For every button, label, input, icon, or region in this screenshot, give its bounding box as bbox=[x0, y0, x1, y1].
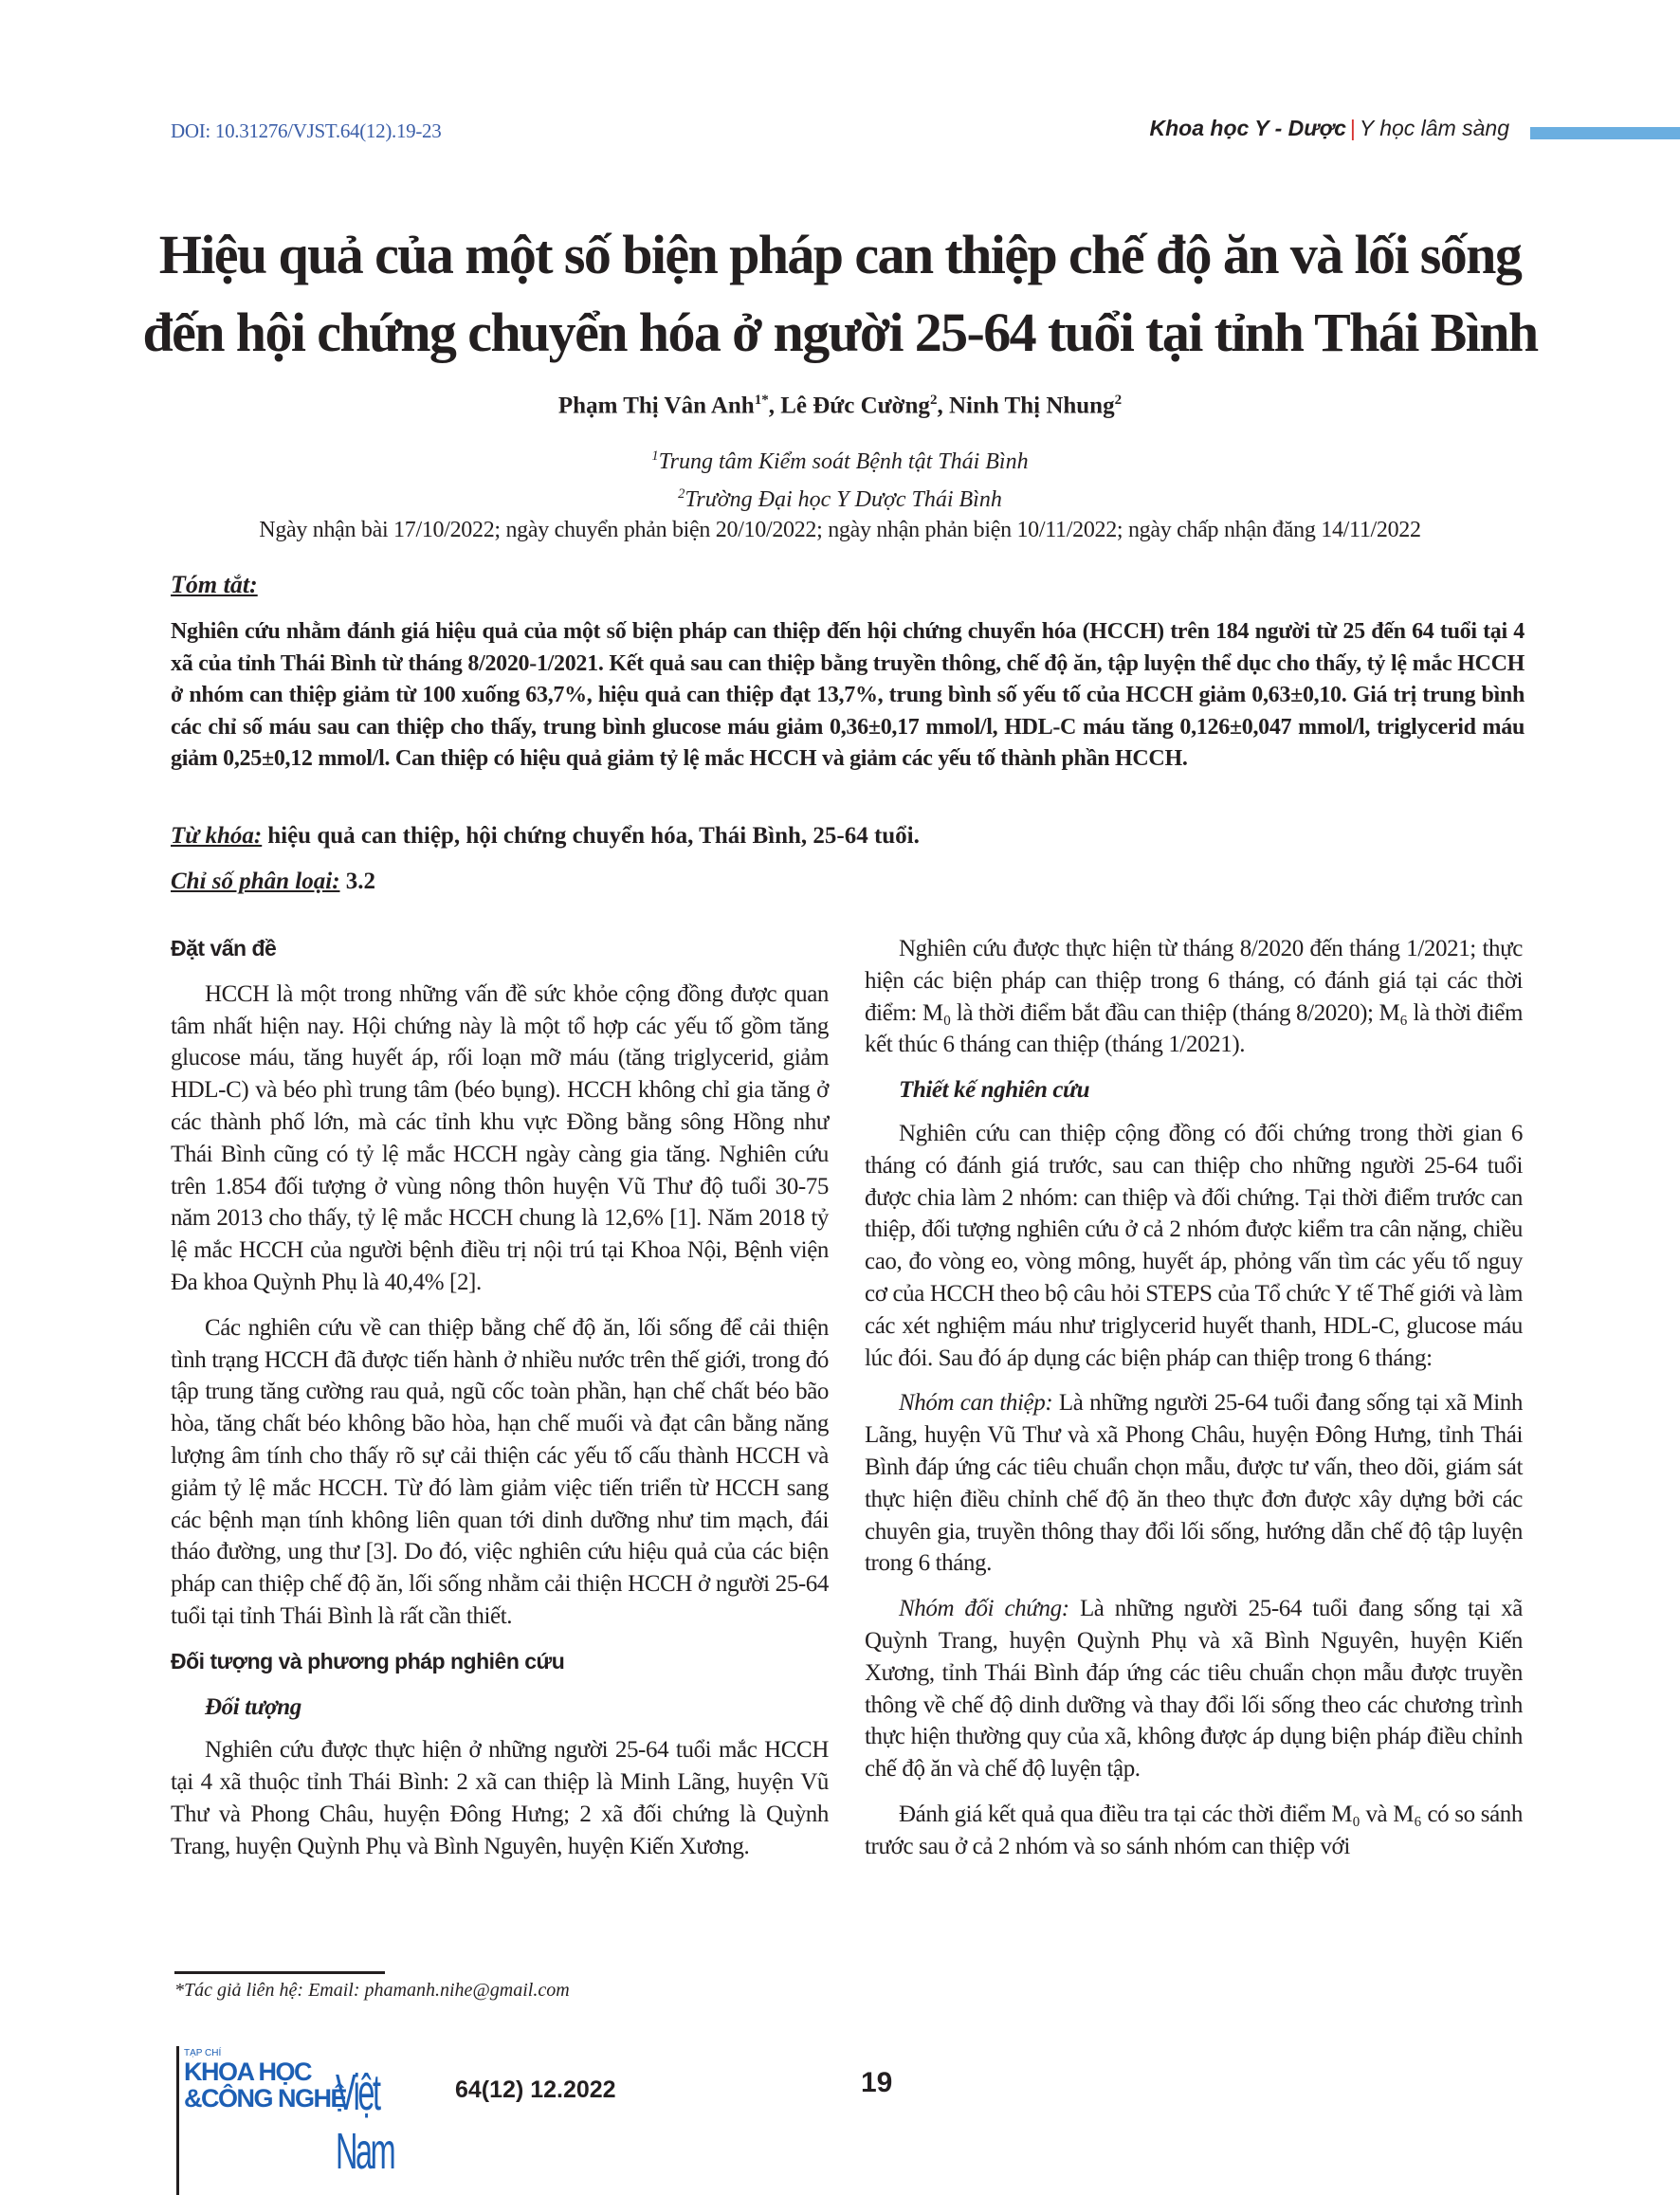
section-header bbox=[1150, 116, 1510, 141]
paragraph: HCCH là một trong những vấn đề sức khỏe cộng đồng được quan tâm nhất hiện nay. Hội chứng này là một tổ hợp các yếu tố gồm tăng glucose máu, tăng huyết áp, rối loạn mỡ máu (tăng triglycerid, giảm HDL-C) và béo phì trung tâm (béo bụng). HCCH không chỉ gia tăng ở các thành phố lớn, mà các tỉnh khu vực Đồng bằng sông Hồng như Thái Bình cũng có tỷ lệ mắc HCCH ngày càng gia tăng. Nghiên cứu trên 1.854 đối tượng ở vùng nông thôn huyện Vũ Thư độ tuổi 30-75 năm 2013 cho thấy, tỷ lệ mắc HCCH chung là 12,6% [1]. Năm 2018 tỷ lệ mắc HCCH của người bệnh điều trị nội trú tại Khoa Nội, Bệnh viện Đa khoa Quỳnh Phụ là 40,4% [2]. bbox=[171, 980, 829, 1295]
author-sup: 1* bbox=[754, 393, 769, 408]
logo-tap-chi: TẠP CHÍ bbox=[184, 2048, 222, 2058]
subsection-name: Y học lâm sàng bbox=[1359, 116, 1509, 140]
paragraph bbox=[865, 1593, 1523, 1785]
submission-dates: Ngày nhận bài 17/10/2022; ngày chuyển phản biện 20/10/2022; ngày nhận phản biện 10/11/2022; ngày chấp nhận đăng 14/11/2022 bbox=[259, 518, 1421, 542]
author: Lê Đức Cường bbox=[780, 393, 930, 419]
paragraph-text: Là những người 25-64 tuổi đang sống tại xã Minh Lãng, huyện Vũ Thư và xã Phong Châu, huyện Đông Hưng, tỉnh Thái Bình đáp ứng các tiêu chuẩn chọn mẫu, được tư vấn, theo dõi, giám sát thực hiện điều chỉnh chế độ ăn theo thực đơn được xây dựng bởi các chuyên gia, truyền thông thay đổi lối sống, hướng dẫn chế độ tập luyện trong 6 tháng. bbox=[865, 1390, 1524, 1577]
footnote-rule bbox=[174, 1971, 385, 1974]
keywords-label: Từ khóa: bbox=[171, 823, 263, 849]
paragraph: Đánh giá kết quả qua điều tra tại các thời điểm M₀ và M₆ có so sánh trước sau ở cả 2 nhóm và so sánh nhóm can thiệp với bbox=[865, 1801, 1523, 1859]
journal-logo bbox=[184, 2048, 394, 2180]
abstract-label: Tóm tắt: bbox=[171, 571, 258, 598]
author-sup: 2 bbox=[929, 393, 938, 408]
affiliation bbox=[0, 478, 1680, 516]
right-column bbox=[865, 933, 1523, 1876]
subsection-heading: Đối tượng bbox=[205, 1693, 301, 1720]
logo-line1: KHOA HỌC bbox=[184, 2058, 311, 2086]
paragraph: Nghiên cứu được thực hiện từ tháng 8/2020 đến tháng 1/2021; thực hiện các biện pháp can thiệp trong 6 tháng, có đánh giá tại các thời điểm: M₀ là thời điểm bắt đầu can thiệp (tháng 8/2020); M₆ là thời điểm kết thúc 6 tháng can thiệp (tháng 1/2021). bbox=[865, 936, 1523, 1058]
section-divider: | bbox=[1349, 116, 1356, 140]
affiliation-name: Trường Đại học Y Dược Thái Bình bbox=[685, 487, 1002, 512]
author-sup: 2 bbox=[1114, 393, 1123, 408]
paragraph-label: Nhóm can thiệp: bbox=[899, 1390, 1053, 1417]
keywords-text: hiệu quả can thiệp, hội chứng chuyển hóa, Thái Bình, 25-64 tuổi. bbox=[267, 823, 920, 849]
footnote: *Tác giả liên hệ: Email: phamanh.nihe@gmail.com bbox=[174, 1980, 570, 2001]
affiliations bbox=[0, 440, 1680, 516]
logo-vietnam: Việt Nam bbox=[336, 2064, 394, 2180]
logo-line2: &CÔNG NGHỆ bbox=[184, 2084, 347, 2113]
paragraph: Nghiên cứu can thiệp cộng đồng có đối chứng trong thời gian 6 tháng có đánh giá trước, sau can thiệp cho những người 25-64 tuổi được chia làm 2 nhóm: can thiệp và đối chứng. Tại thời điểm trước can thiệp, đối tượng nghiên cứu ở cả 2 nhóm được kiểm tra cân nặng, chiều cao, đo vòng eo, vòng mông, huyết áp, phỏng vấn tìm các yếu tố nguy cơ của HCCH theo bộ câu hỏi STEPS của Tổ chức Y tế Thế giới và làm các xét nghiệm máu như triglycerid huyết thanh, HDL-C, glucose máu lúc đói. Sau đó áp dụng các biện pháp can thiệp trong 6 tháng: bbox=[865, 1120, 1523, 1371]
author: Ninh Thị Nhung bbox=[948, 393, 1115, 419]
paragraph: Nghiên cứu được thực hiện ở những người 25-64 tuổi mắc HCCH tại 4 xã thuộc tỉnh Thái Bình: 2 xã can thiệp là Minh Lãng, huyện Vũ Thư và Phong Châu, huyện Đông Hưng; 2 xã đối chứng là Quỳnh Trang, huyện Quỳnh Phụ và Bình Nguyên, huyện Kiến Xương. bbox=[171, 1737, 829, 1859]
keywords bbox=[171, 823, 920, 850]
paragraph bbox=[865, 1387, 1523, 1580]
paragraph-label: Nhóm đối chứng: bbox=[899, 1596, 1069, 1622]
affiliation bbox=[0, 440, 1680, 478]
affiliation-sup: 1 bbox=[651, 448, 659, 464]
author: Phạm Thị Vân Anh bbox=[557, 393, 755, 419]
affiliation-name: Trung tâm Kiểm soát Bệnh tật Thái Bình bbox=[658, 449, 1029, 474]
classification-label: Chỉ số phân loại: bbox=[171, 869, 340, 894]
header-accent-bar bbox=[1530, 127, 1680, 139]
page-number: 19 bbox=[861, 2067, 893, 2098]
paragraph-text: Là những người 25-64 tuổi đang sống tại xã Quỳnh Trang, huyện Quỳnh Phụ và xã Bình Nguyên, huyện Kiến Xương, tỉnh Thái Bình đáp ứng các tiêu chuẩn chọn mẫu được truyền thông về chế độ dinh dưỡng và thay đổi lối sống theo các chương trình thực hiện thường quy của xã, không được áp dụng biện pháp điều chỉnh chế độ ăn và chế độ luyện tập. bbox=[865, 1596, 1524, 1783]
subsection-heading: Thiết kế nghiên cứu bbox=[899, 1077, 1090, 1104]
section-heading: Đối tượng và phương pháp nghiên cứu bbox=[171, 1648, 565, 1674]
abstract-text: Nghiên cứu nhằm đánh giá hiệu quả của một số biện pháp can thiệp đến hội chứng chuyển hóa (HCCH) trên 184 người từ 25 đến 64 tuổi tại 4 xã của tỉnh Thái Bình từ tháng 8/2020-1/2021. Kết quả sau can thiệp bằng truyền thông, chế độ ăn, tập luyện thể dục cho thấy, tỷ lệ mắc HCCH ở nhóm can thiệp giảm từ 100 xuống 63,7%, hiệu quả can thiệp đạt 13,7%, trung bình số yếu tố của HCCH giảm 0,63±0,10. Giá trị trung bình các chỉ số máu sau can thiệp cho thấy, trung bình glucose máu giảm 0,36±0,17 mmol/l, HDL-C máu tăng 0,126±0,047 mmol/l, triglycerid máu giảm 0,25±0,12 mmol/l. Can thiệp có hiệu quả giảm tỷ lệ mắc HCCH và giảm các yếu tố thành phần HCCH. bbox=[171, 619, 1525, 772]
author-list: Phạm Thị Vân Anh$^{1*}$, Lê Đức Cường$^2$, Ninh Thị Nhung$^2$ bbox=[557, 393, 1123, 419]
article-title: Hiệu quả của một số biện pháp can thiệp chế độ ăn và lối sống đến hội chứng chuyển hóa ở người 25-64 tuổi tại tỉnh Thái Bình bbox=[142, 224, 1538, 363]
footer-rule bbox=[176, 2046, 179, 2195]
left-column bbox=[171, 933, 829, 1876]
paragraph: Các nghiên cứu về can thiệp bằng chế độ ăn, lối sống để cải thiện tình trạng HCCH đã được tiến hành ở nhiều nước trên thế giới, trong đó tập trung tăng cường rau quả, ngũ cốc toàn phần, hạn chế chất béo bão hòa, tăng chất béo không bão hòa, hạn chế muối và đạt cân bằng năng lượng âm tính cho thấy rõ sự cải thiện các yếu tố cấu thành HCCH và giảm tỷ lệ mắc HCCH. Từ đó làm giảm việc tiến triển từ HCCH sang các bệnh mạn tính không liên quan tới dinh dưỡng như tim mạch, đái tháo đường, ung thư [3]. Do đó, việc nghiên cứu hiệu quả của các biện pháp can thiệp chế độ ăn, lối sống nhằm cải thiện HCCH ở người 25-64 tuổi tại tỉnh Thái Bình là rất cần thiết. bbox=[171, 1314, 829, 1629]
section-name: Khoa học Y - Dược bbox=[1149, 116, 1346, 140]
doi-link[interactable]: DOI: 10.31276/VJST.64(12).19-23 bbox=[171, 119, 442, 142]
issue-number: 64(12) 12.2022 bbox=[455, 2076, 616, 2103]
affiliation-sup: 2 bbox=[678, 486, 685, 502]
classification-value: 3.2 bbox=[345, 869, 376, 894]
section-heading: Đặt vấn đề bbox=[171, 936, 277, 960]
classification bbox=[171, 869, 375, 895]
